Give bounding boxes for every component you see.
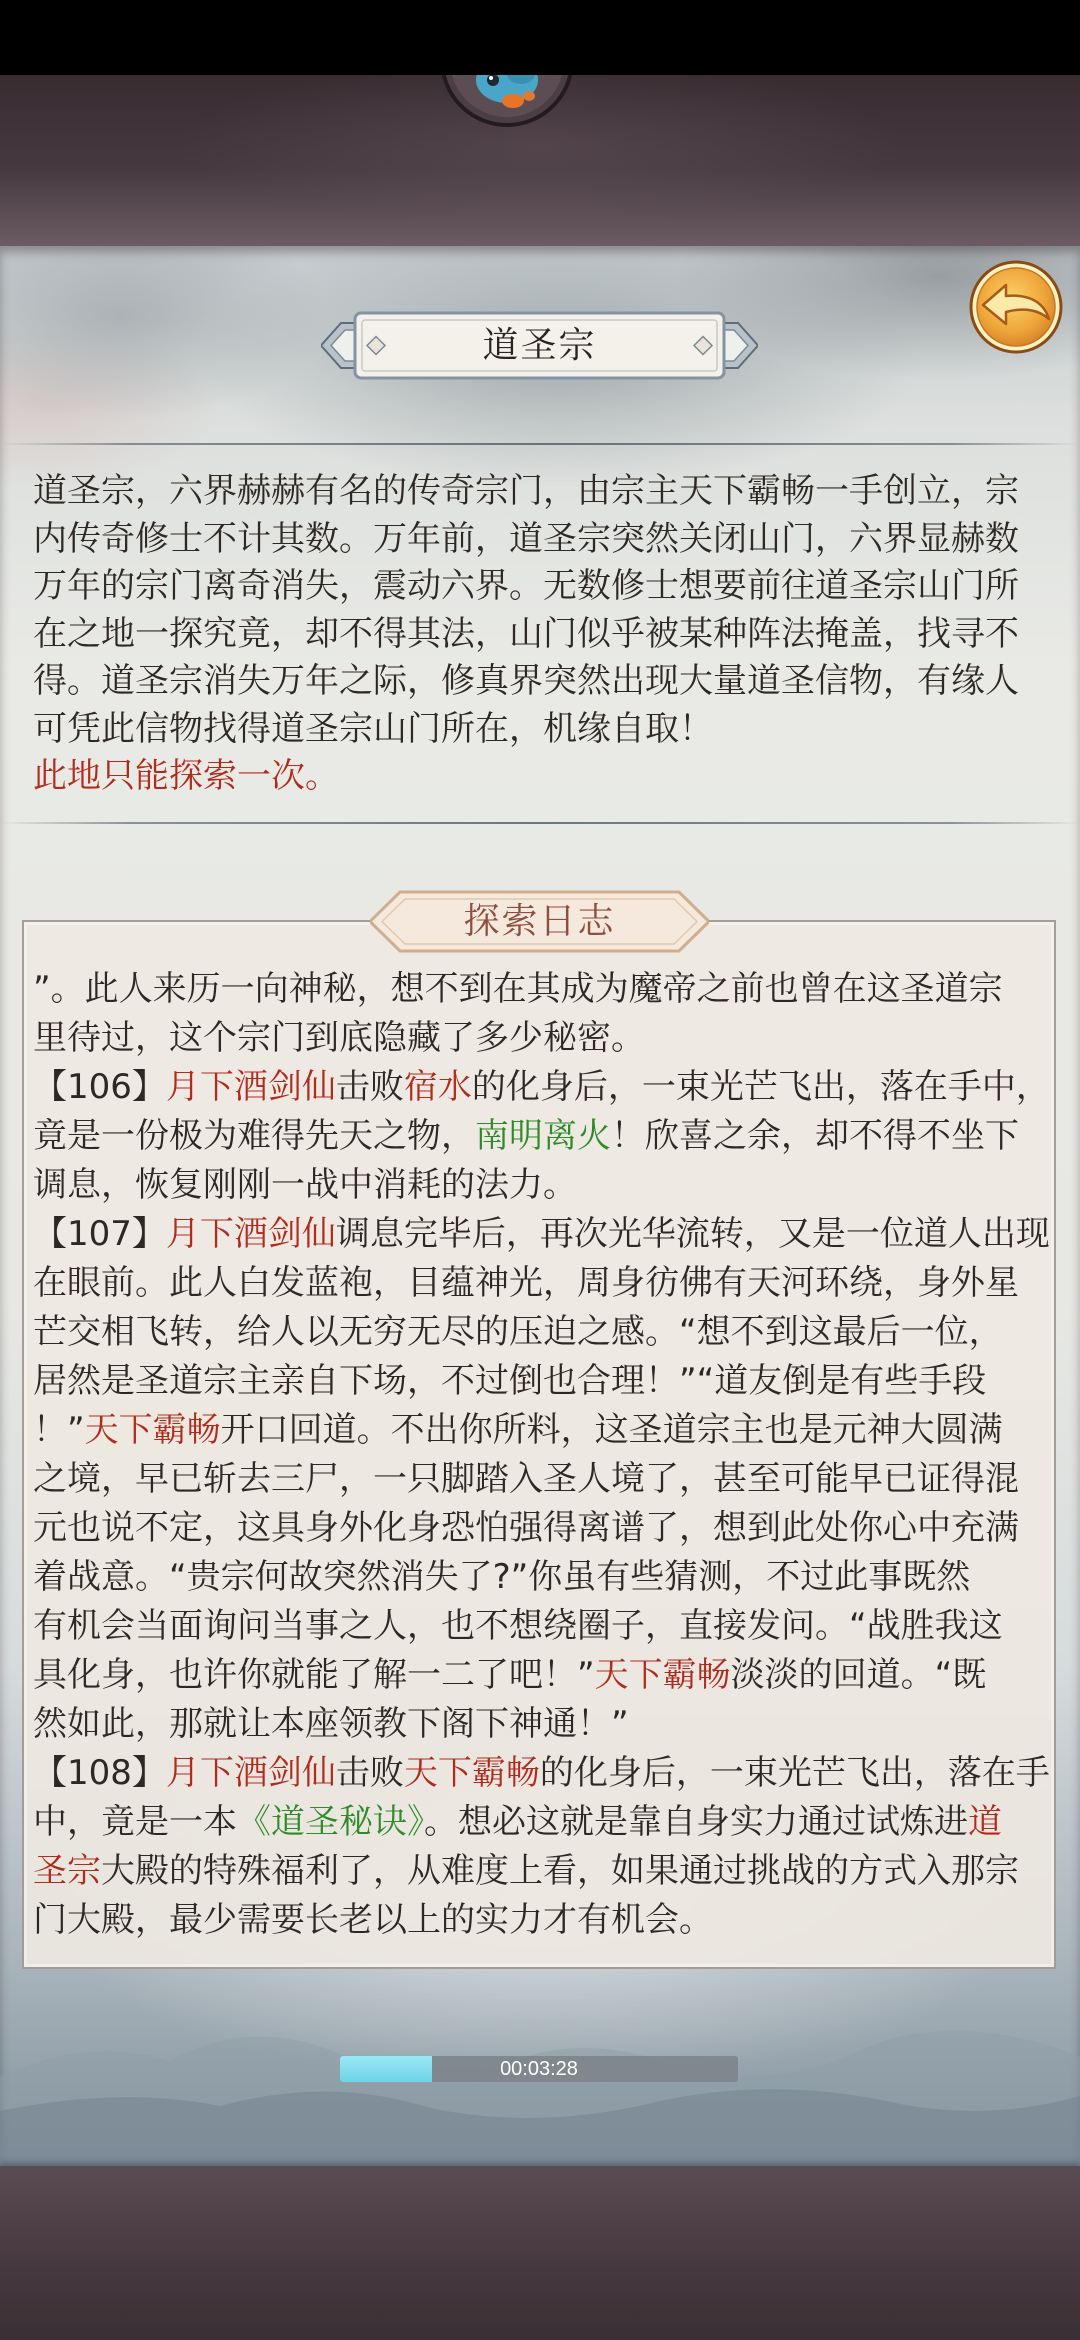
log-text: 的化身后，一束光芒飞出，落在手	[539, 1753, 1050, 1793]
exploration-log-panel[interactable]	[22, 920, 1056, 1969]
log-line	[33, 1700, 1053, 1749]
log-line	[33, 1847, 1053, 1896]
log-highlight: 天下霸畅	[403, 1753, 540, 1793]
location-description	[33, 468, 1063, 801]
log-highlight: 道	[968, 1802, 1002, 1842]
log-text: 调息完毕后，再次光华流转，又是一位道人出现	[335, 1214, 1050, 1254]
log-text: ！欣喜之余，却不得不坐下	[611, 1116, 1019, 1156]
log-text: 芒交相飞转，给人以无穷无尽的压迫之感。“想不到这最后一位，	[33, 1312, 1003, 1352]
log-text: 【107】	[33, 1214, 166, 1254]
log-text: 在眼前。此人白发蓝袍，目蕴神光，周身彷佛有天河环绕，身外星	[33, 1263, 1019, 1303]
log-highlight: 月下酒剑仙	[165, 1067, 336, 1107]
log-text: 。想必这就是靠自身实力通过试炼进	[424, 1802, 968, 1842]
log-line	[33, 965, 1053, 1014]
log-highlight: 圣宗	[33, 1851, 101, 1891]
log-title: 探索日志	[463, 901, 616, 942]
log-text: 居然是圣道宗主亲自下场，不过倒也合理！”“道友倒是有些手段	[33, 1361, 987, 1401]
exploration-progress-bar	[340, 2056, 738, 2082]
log-text: ！”	[33, 1410, 85, 1450]
log-line	[33, 1063, 1053, 1112]
description-line: 万年的宗门离奇消失，震动六界。无数修士想要前往道圣宗山门所	[33, 566, 1019, 606]
explore-once-notice: 此地只能探索一次。	[33, 756, 339, 796]
log-text: 大殿的特殊福利了，从难度上看，如果通过挑战的方式入那宗	[101, 1851, 1019, 1891]
log-line	[33, 1553, 1053, 1602]
log-text: 【106】	[33, 1067, 166, 1107]
log-line	[33, 1112, 1053, 1161]
log-highlight: 《道圣秘诀》	[237, 1802, 424, 1842]
elapsed-time: 00:03:28	[500, 2058, 578, 2080]
log-highlight: 宿水	[403, 1067, 472, 1107]
log-line	[33, 1357, 1053, 1406]
log-line	[33, 1161, 1053, 1210]
log-text: 的化身后，一束光芒飞出，落在手中，	[471, 1067, 1050, 1107]
description-line: 在之地一探究竟，却不得其法，山门似乎被某种阵法掩盖，找寻不	[33, 613, 1019, 654]
log-highlight: 天下霸畅	[84, 1410, 221, 1450]
log-text: 然如此，那就让本座领教下阁下神通！”	[33, 1704, 629, 1744]
log-text: 【108】	[33, 1753, 166, 1793]
log-highlight: 天下霸畅	[594, 1655, 731, 1695]
divider	[0, 443, 1080, 445]
status-bar	[0, 0, 1080, 75]
log-highlight: 南明离火	[475, 1116, 611, 1156]
log-text: 着战意。“贵宗何故突然消失了?”你虽有些猜测，不过此事既然	[33, 1557, 971, 1597]
back-arrow-icon	[968, 259, 1064, 355]
log-line	[33, 1210, 1053, 1259]
log-line	[33, 1504, 1053, 1553]
log-text: 之境，早已斩去三尸，一只脚踏入圣人境了，甚至可能早已证得混	[33, 1459, 1019, 1499]
back-button[interactable]	[968, 259, 1064, 355]
log-line	[33, 1651, 1053, 1700]
log-line	[33, 1308, 1053, 1357]
log-text: 里待过，这个宗门到底隐藏了多少秘密。	[33, 1018, 645, 1058]
log-line	[33, 1014, 1053, 1063]
log-text: 淡淡的回道。“既	[730, 1655, 987, 1695]
log-line	[33, 1798, 1053, 1847]
log-highlight: 月下酒剑仙	[165, 1753, 336, 1793]
log-text: 中，竟是一本	[33, 1802, 237, 1842]
description-line: 内传奇修士不计其数。万年前，道圣宗突然关闭山门，六界显赫数	[33, 518, 1019, 559]
mountain-scenery	[0, 1936, 1080, 2166]
description-line: 道圣宗，六界赫赫有名的传奇宗门，由宗主天下霸畅一手创立，宗	[33, 471, 1019, 511]
log-line	[33, 1455, 1053, 1504]
log-text: 调息，恢复刚刚一战中消耗的法力。	[33, 1165, 577, 1205]
description-line: 得。道圣宗消失万年之际，修真界突然出现大量道圣信物，有缘人	[33, 661, 1019, 701]
log-text: 具化身，也许你就能了解一二了吧！”	[33, 1655, 595, 1695]
title-banner	[321, 309, 758, 382]
log-highlight: 月下酒剑仙	[165, 1214, 336, 1254]
log-text: 开口回道。不出你所料，这圣道宗主也是元神大圆满	[220, 1410, 1003, 1450]
divider	[0, 822, 1080, 824]
log-text: 击败	[335, 1067, 404, 1107]
log-line	[33, 1602, 1053, 1651]
log-text: 元也说不定，这具身外化身恐怕强得离谱了，想到此处你心中充满	[33, 1508, 1019, 1548]
log-line	[33, 1259, 1053, 1308]
log-line	[33, 1749, 1053, 1798]
log-text: 有机会当面询问当事之人，也不想绕圈子，直接发问。“战胜我这	[33, 1606, 1003, 1646]
page-title: 道圣宗	[482, 325, 597, 366]
description-line: 可凭此信物找得道圣宗山门所在，机缘自取！	[33, 708, 713, 749]
log-line	[33, 1406, 1053, 1455]
log-header	[370, 888, 709, 955]
log-lines	[33, 965, 1053, 1945]
log-text: ”。此人来历一向神秘，想不到在其成为魔帝之前也曾在这圣道宗	[33, 969, 1003, 1009]
log-line	[33, 1896, 1053, 1945]
log-text: 门大殿，最少需要长老以上的实力才有机会。	[33, 1900, 713, 1940]
log-text: 竟是一份极为难得先天之物，	[33, 1116, 475, 1156]
exploration-screen	[0, 246, 1080, 2166]
log-text: 击败	[335, 1753, 404, 1793]
bottom-band	[0, 2166, 1080, 2340]
